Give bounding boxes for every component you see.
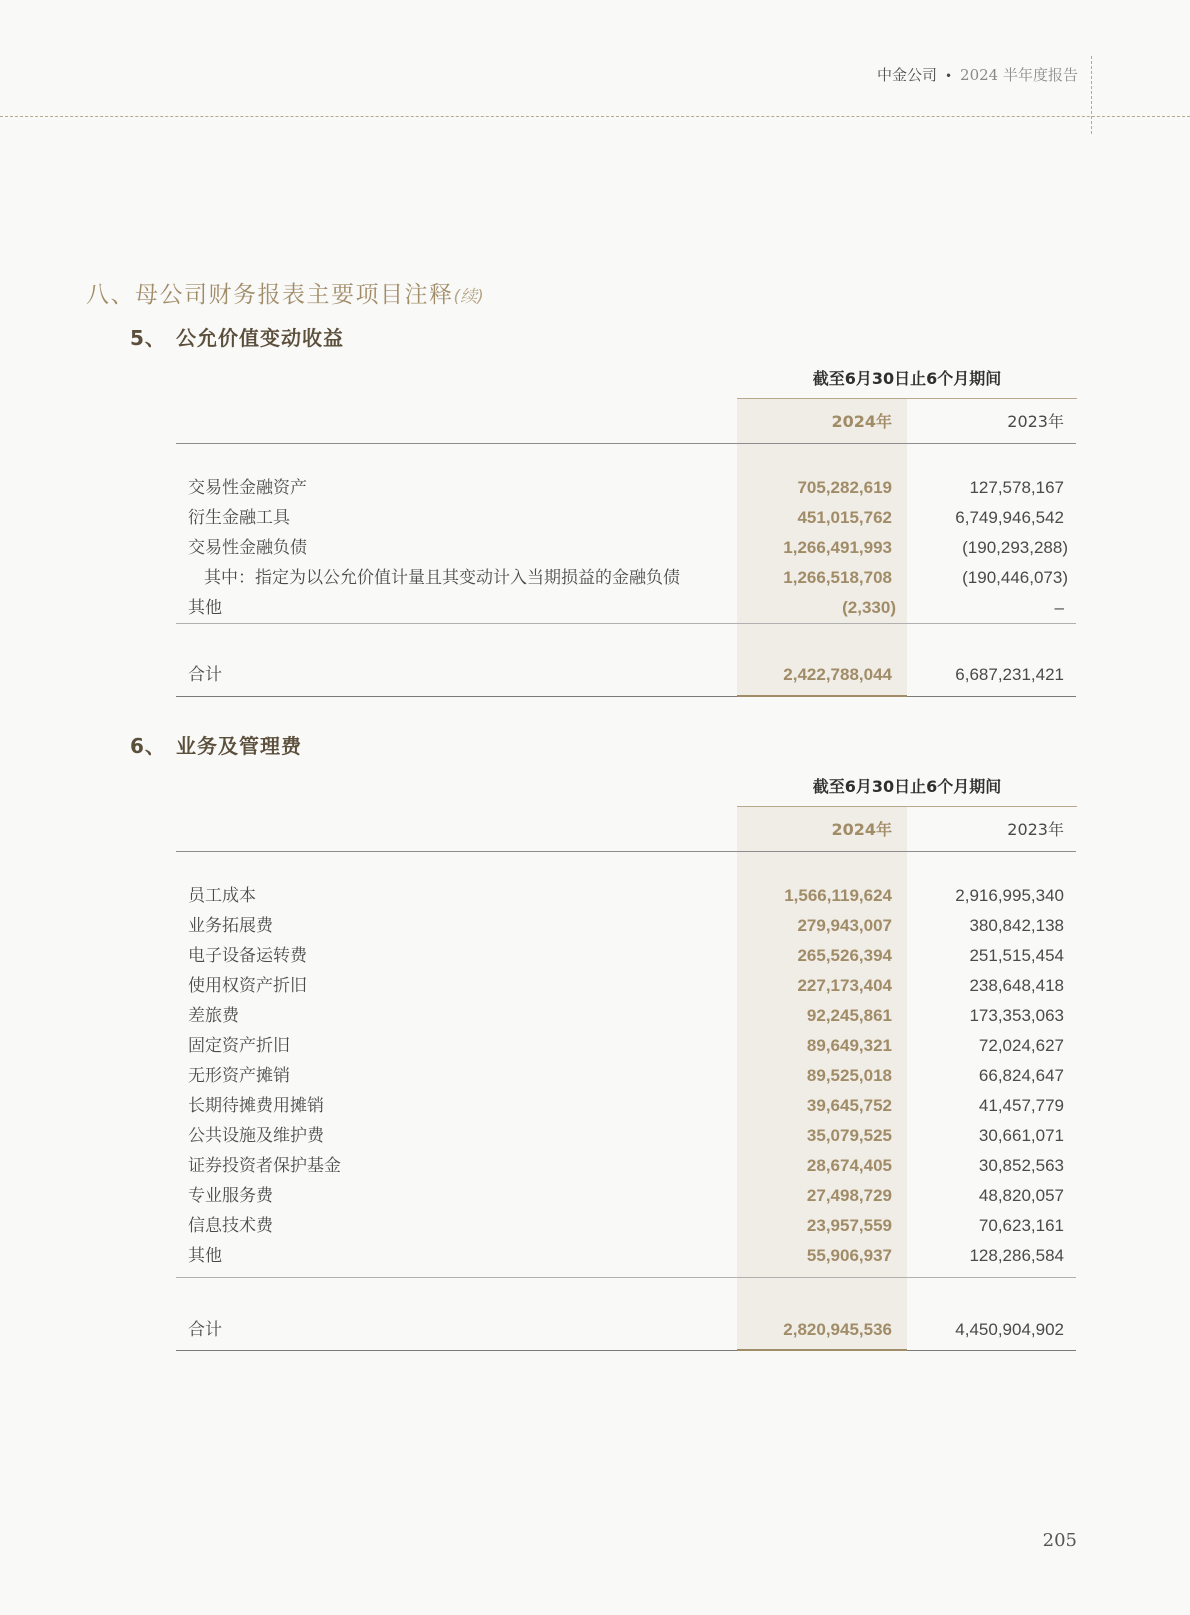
column-bottom-rule	[737, 1349, 907, 1351]
row-value-2024: 39,645,752	[806, 1096, 892, 1115]
fair-value-change-table	[176, 366, 1076, 697]
row-value-2024: 89,525,018	[806, 1066, 892, 1085]
row-value-2024: 705,282,619	[797, 478, 892, 497]
table-row	[176, 911, 1076, 941]
column-header-2024: 2024年	[831, 820, 892, 839]
row-label: 公共设施及维护费	[188, 1126, 324, 1146]
row-value-2023: 127,578,167	[969, 478, 1064, 497]
row-value-2023: 6,749,946,542	[955, 508, 1064, 527]
row-label: 证券投资者保护基金	[188, 1156, 341, 1176]
row-value-2023: 66,824,647	[978, 1066, 1064, 1085]
row-label: 业务拓展费	[188, 916, 273, 936]
row-value-2023: 30,852,563	[978, 1156, 1064, 1175]
table-row	[176, 1001, 1076, 1031]
column-header-2023: 2023年	[1007, 412, 1064, 431]
column-bottom-rule	[737, 695, 907, 697]
row-value-2024: 89,649,321	[806, 1036, 892, 1055]
column-header-row	[176, 399, 1076, 444]
table-row	[176, 593, 1076, 623]
table-bottom-rule	[176, 696, 1076, 697]
row-label: 使用权资产折旧	[188, 976, 307, 996]
table-row	[176, 1121, 1076, 1151]
table-row	[176, 1151, 1076, 1181]
row-value-2024: 1,566,119,624	[784, 886, 892, 905]
table-bottom-rule	[176, 1350, 1076, 1351]
row-value-2024: 227,173,404	[797, 976, 892, 995]
table-row	[176, 533, 1076, 563]
total-row	[176, 1315, 1076, 1345]
row-value-2023: 173,353,063	[969, 1006, 1064, 1025]
row-label: 其中：指定为以公允价值计量且其变动计入当期损益的金融负债	[204, 568, 680, 588]
subsection-title-5	[130, 322, 344, 351]
row-value-2024: 23,957,559	[806, 1216, 892, 1235]
table-row	[176, 941, 1076, 971]
row-value-2024: 279,943,007	[797, 916, 892, 935]
row-value-2023: 70,623,161	[978, 1216, 1064, 1235]
subsection-number: 5、	[130, 326, 166, 350]
total-value-2023: 6,687,231,421	[955, 665, 1064, 684]
total-value-2024: 2,820,945,536	[783, 1320, 892, 1339]
row-value-2023: –	[1054, 598, 1064, 617]
table-row	[176, 563, 1076, 593]
column-header-2024: 2024年	[831, 412, 892, 431]
table-row	[176, 1031, 1076, 1061]
row-label: 专业服务费	[188, 1186, 273, 1206]
table-row	[176, 1091, 1076, 1121]
row-value-2024: 1,266,518,708	[783, 568, 892, 587]
header-vertical-divider	[1091, 56, 1092, 134]
row-value-2023: (190,293,288)	[962, 538, 1068, 557]
row-value-2023: 251,515,454	[969, 946, 1064, 965]
period-header: 截至6月30日止6个月期间	[737, 774, 1077, 807]
total-label: 合计	[188, 1320, 222, 1340]
subtotal-divider	[176, 623, 1076, 624]
row-value-2023: 48,820,057	[978, 1186, 1064, 1205]
operating-expenses-table	[176, 774, 1076, 1351]
row-value-2023: 128,286,584	[969, 1246, 1064, 1265]
row-label: 交易性金融负债	[188, 538, 307, 558]
header-report-title: 2024 半年度报告	[960, 66, 1078, 84]
table-row	[176, 1211, 1076, 1241]
table-row	[176, 1181, 1076, 1211]
table-row	[176, 473, 1076, 503]
row-label: 交易性金融资产	[188, 478, 307, 498]
period-header: 截至6月30日止6个月期间	[737, 366, 1077, 399]
row-value-2024: 35,079,525	[806, 1126, 892, 1145]
row-label: 无形资产摊销	[188, 1066, 290, 1086]
column-header-2023: 2023年	[1007, 820, 1064, 839]
row-value-2024: 28,674,405	[806, 1156, 892, 1175]
row-value-2024: 451,015,762	[797, 508, 892, 527]
row-value-2023: 380,842,138	[969, 916, 1064, 935]
table-row	[176, 1061, 1076, 1091]
row-value-2024: 27,498,729	[806, 1186, 892, 1205]
row-value-2023: 238,648,418	[969, 976, 1064, 995]
page-header	[877, 64, 1078, 85]
row-label: 衍生金融工具	[188, 508, 290, 528]
row-label: 其他	[188, 1246, 222, 1266]
row-label: 其他	[188, 598, 222, 618]
row-label: 长期待摊费用摊销	[188, 1096, 324, 1116]
subsection-title-text: 公允价值变动收益	[176, 326, 344, 350]
row-value-2023: 41,457,779	[978, 1096, 1064, 1115]
row-value-2024: 265,526,394	[797, 946, 892, 965]
table-row	[176, 881, 1076, 911]
section-title-text: 八、母公司财务报表主要项目注释	[86, 282, 454, 308]
total-label: 合计	[188, 665, 222, 685]
column-header-row	[176, 807, 1076, 852]
header-separator: •	[944, 69, 953, 83]
row-value-2023: 30,661,071	[978, 1126, 1064, 1145]
row-label: 员工成本	[188, 886, 256, 906]
table-row	[176, 971, 1076, 1001]
total-row	[176, 660, 1076, 690]
table-row	[176, 1241, 1076, 1271]
section-title-continued: (续)	[453, 287, 484, 307]
subsection-number: 6、	[130, 734, 166, 758]
header-divider	[0, 116, 1190, 117]
total-value-2024: 2,422,788,044	[783, 665, 892, 684]
header-company: 中金公司	[876, 66, 937, 84]
row-value-2024: 55,906,937	[806, 1246, 892, 1265]
row-label: 差旅费	[188, 1006, 239, 1026]
subsection-title-text: 业务及管理费	[176, 734, 302, 758]
row-value-2023: (190,446,073)	[962, 568, 1068, 587]
section-title	[86, 276, 484, 309]
subtotal-divider	[176, 1277, 1076, 1278]
subsection-title-6	[130, 730, 302, 759]
page-number: 205	[1042, 1530, 1077, 1551]
row-label: 电子设备运转费	[188, 946, 307, 966]
row-label: 固定资产折旧	[188, 1036, 290, 1056]
row-label: 信息技术费	[188, 1216, 273, 1236]
row-value-2024: 1,266,491,993	[783, 538, 892, 557]
total-value-2023: 4,450,904,902	[955, 1320, 1064, 1339]
row-value-2024: 92,245,861	[806, 1006, 892, 1025]
row-value-2024: (2,330)	[842, 598, 896, 617]
table-row	[176, 503, 1076, 533]
row-value-2023: 2,916,995,340	[955, 886, 1064, 905]
row-value-2023: 72,024,627	[978, 1036, 1064, 1055]
